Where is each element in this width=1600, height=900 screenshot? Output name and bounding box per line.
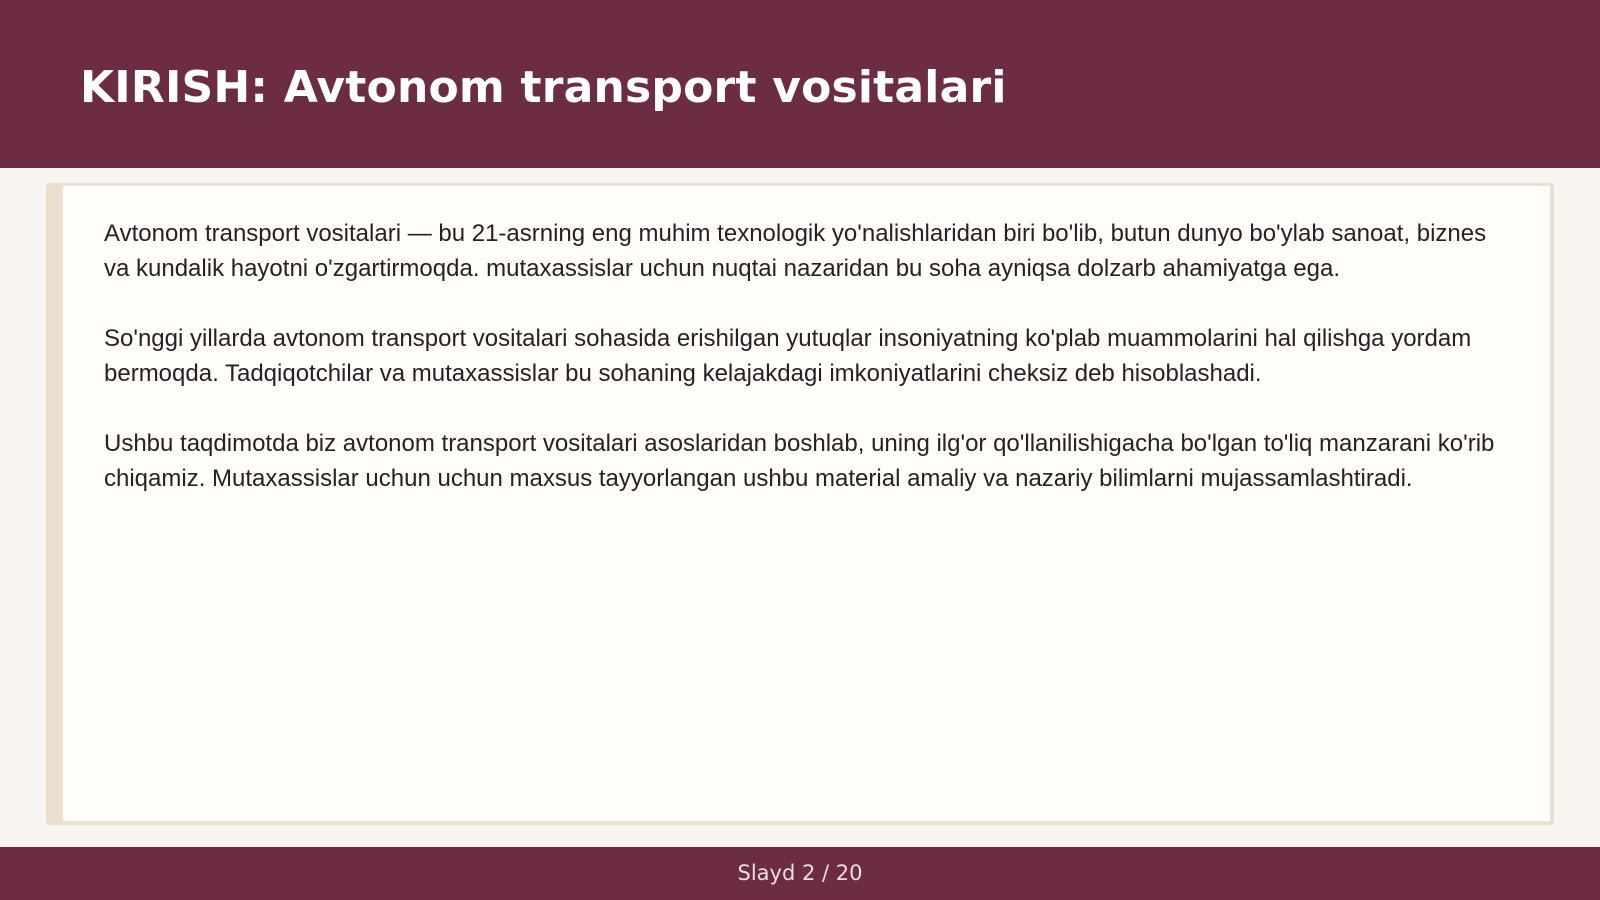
slide-title: KIRISH: Avtonom transport vositalari — [80, 62, 1007, 113]
body-paragraph-2: So'nggi yillarda avtonom transport vositalari sohasida erishilgan yutuqlar insoniyatning ko'plab muammolarini hal qilishga yordam bermoqda. Tadqiqotchilar va mutaxassislar bu sohaning kelajakdagi imkoniyatlarini cheksiz deb hisoblashadi. — [104, 325, 1472, 387]
body-paragraph-1: Avtonom transport vositalari — bu 21-asrning eng muhim texnologik yo'nalishlaridan biri bo'lib, butun dunyo bo'ylab sanoat, biznes va kundalik hayotni o'zgartirmoqda. mutaxassislar uchun nuqtai nazaridan bu soha ayniqsa dolzarb ahamiyatga ega. — [104, 220, 1487, 282]
slide-header — [0, 0, 1600, 168]
body-paragraph-3: Ushbu taqdimotda biz avtonom transport vositalari asoslaridan boshlab, uning ilg'or qo'llanilishigacha bo'lgan to'liq manzarani ko'rib chiqamiz. Mutaxassislar uchun uchun maxsus tayyorlangan ushbu material amaliy va nazariy bilimlarni mujassamlashtiradi. — [104, 430, 1495, 492]
slide-body — [104, 216, 1504, 531]
slide-footer — [0, 847, 1600, 900]
slide-counter: Slayd 2 / 20 — [737, 861, 863, 885]
